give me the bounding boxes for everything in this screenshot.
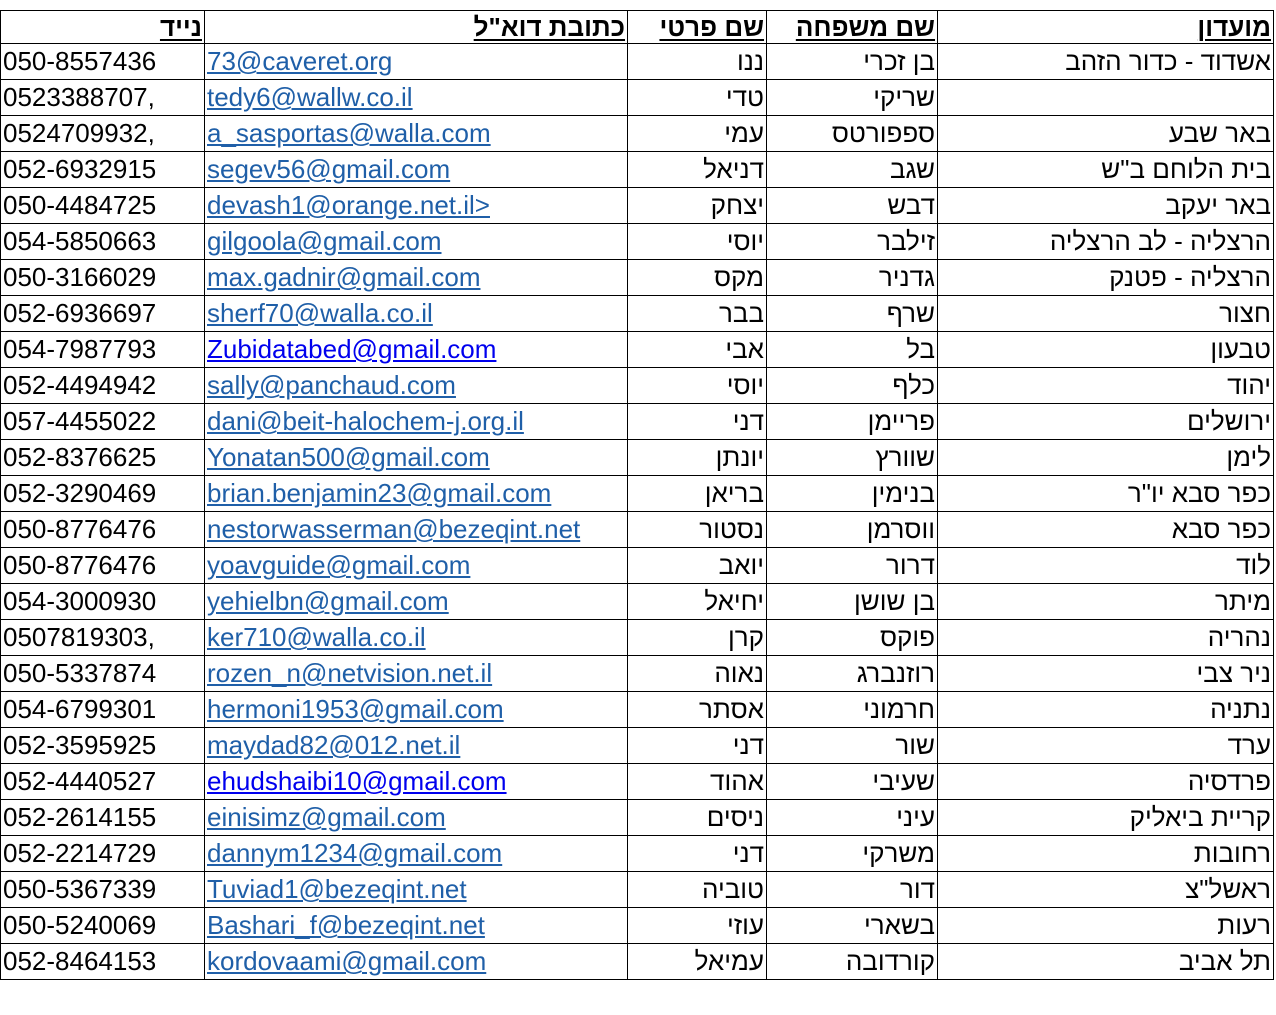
- phone-cell: 054-7987793: [1, 332, 205, 368]
- header-first-name: שם פרטי: [628, 11, 767, 44]
- first-name-cell: יוסי: [628, 368, 767, 404]
- first-name-cell: דני: [628, 728, 767, 764]
- email-cell: [205, 512, 628, 548]
- table-row: [1, 116, 1274, 152]
- first-name-cell: יוסי: [628, 224, 767, 260]
- phone-cell: 050-8557436: [1, 44, 205, 80]
- email-link[interactable]: sherf70@walla.co.il: [207, 298, 433, 328]
- phone-cell: 052-4440527: [1, 764, 205, 800]
- club-cell: ניר צבי: [938, 656, 1274, 692]
- last-name-cell: בשארי: [767, 908, 938, 944]
- email-link[interactable]: sally@panchaud.com: [207, 370, 456, 400]
- first-name-cell: קרן: [628, 620, 767, 656]
- club-cell: הרצליה - לב הרצליה: [938, 224, 1274, 260]
- email-cell: [205, 656, 628, 692]
- phone-cell: 054-5850663: [1, 224, 205, 260]
- last-name-cell: משרקי: [767, 836, 938, 872]
- phone-cell: 0524709932,: [1, 116, 205, 152]
- header-last-name: שם משפחה: [767, 11, 938, 44]
- email-cell: [205, 188, 628, 224]
- email-cell: [205, 224, 628, 260]
- club-cell: חצור: [938, 296, 1274, 332]
- first-name-cell: טדי: [628, 80, 767, 116]
- first-name-cell: דניאל: [628, 152, 767, 188]
- email-link[interactable]: rozen_n@netvision.net.il: [207, 658, 493, 688]
- club-cell: יהוד: [938, 368, 1274, 404]
- first-name-cell: יואב: [628, 548, 767, 584]
- table-row: [1, 872, 1274, 908]
- phone-cell: 050-8776476: [1, 548, 205, 584]
- email-cell: [205, 44, 628, 80]
- first-name-cell: בבר: [628, 296, 767, 332]
- email-cell: [205, 764, 628, 800]
- email-cell: [205, 80, 628, 116]
- club-cell: תל אביב: [938, 944, 1274, 980]
- first-name-cell: דני: [628, 836, 767, 872]
- club-cell: בית הלוחם ב"ש: [938, 152, 1274, 188]
- email-link[interactable]: Zubidatabed@gmail.com: [207, 334, 497, 364]
- header-club: מועדון: [938, 11, 1274, 44]
- club-cell: ירושלים: [938, 404, 1274, 440]
- email-link[interactable]: a_sasportas@walla.com: [207, 118, 491, 148]
- email-cell: [205, 800, 628, 836]
- table-row: [1, 512, 1274, 548]
- email-link[interactable]: maydad82@012.net.il: [207, 730, 461, 760]
- last-name-cell: דרור: [767, 548, 938, 584]
- email-link[interactable]: dani@beit-halochem-j.org.il: [207, 406, 524, 436]
- last-name-cell: שרף: [767, 296, 938, 332]
- email-cell: [205, 692, 628, 728]
- first-name-cell: ננו: [628, 44, 767, 80]
- email-cell: [205, 296, 628, 332]
- email-link[interactable]: brian.benjamin23@gmail.com: [207, 478, 552, 508]
- last-name-cell: ספפורטס: [767, 116, 938, 152]
- last-name-cell: בנימין: [767, 476, 938, 512]
- phone-cell: 052-3595925: [1, 728, 205, 764]
- table-row: [1, 80, 1274, 116]
- table-row: [1, 260, 1274, 296]
- phone-cell: 054-6799301: [1, 692, 205, 728]
- last-name-cell: שריקי: [767, 80, 938, 116]
- first-name-cell: ניסים: [628, 800, 767, 836]
- first-name-cell: יונתן: [628, 440, 767, 476]
- email-cell: [205, 440, 628, 476]
- table-row: [1, 656, 1274, 692]
- club-cell: באר שבע: [938, 116, 1274, 152]
- first-name-cell: נסטור: [628, 512, 767, 548]
- last-name-cell: שור: [767, 728, 938, 764]
- email-link[interactable]: kordovaami@gmail.com: [207, 946, 487, 976]
- last-name-cell: זילבר: [767, 224, 938, 260]
- email-cell: [205, 548, 628, 584]
- phone-cell: 052-3290469: [1, 476, 205, 512]
- club-cell: לימן: [938, 440, 1274, 476]
- table-row: [1, 548, 1274, 584]
- email-link[interactable]: Bashari_f@bezeqint.net: [207, 910, 485, 940]
- club-cell: טבעון: [938, 332, 1274, 368]
- table-row: [1, 620, 1274, 656]
- club-cell: רעות: [938, 908, 1274, 944]
- phone-cell: 052-6932915: [1, 152, 205, 188]
- table-row: [1, 440, 1274, 476]
- club-cell: קריית ביאליק: [938, 800, 1274, 836]
- first-name-cell: בריאן: [628, 476, 767, 512]
- email-cell: [205, 152, 628, 188]
- last-name-cell: כלף: [767, 368, 938, 404]
- last-name-cell: שוורץ: [767, 440, 938, 476]
- email-link[interactable]: tedy6@wallw.co.il: [207, 82, 413, 112]
- first-name-cell: עוזי: [628, 908, 767, 944]
- club-cell: באר יעקב: [938, 188, 1274, 224]
- email-cell: [205, 872, 628, 908]
- first-name-cell: טוביה: [628, 872, 767, 908]
- last-name-cell: גדניר: [767, 260, 938, 296]
- phone-cell: 052-8464153: [1, 944, 205, 980]
- header-email: כתובת דוא"ל: [205, 11, 628, 44]
- table-row: [1, 224, 1274, 260]
- phone-cell: 057-4455022: [1, 404, 205, 440]
- email-cell: [205, 584, 628, 620]
- email-link[interactable]: segev56@gmail.com: [207, 154, 451, 184]
- table-row: [1, 152, 1274, 188]
- email-link[interactable]: ehudshaibi10@gmail.com: [207, 766, 507, 796]
- first-name-cell: עמי: [628, 116, 767, 152]
- phone-cell: 052-2214729: [1, 836, 205, 872]
- email-link[interactable]: yehielbn@gmail.com: [207, 586, 449, 616]
- first-name-cell: יצחק: [628, 188, 767, 224]
- email-link[interactable]: Yonatan500@gmail.com: [207, 442, 490, 472]
- email-cell: [205, 476, 628, 512]
- club-cell: כפר סבא: [938, 512, 1274, 548]
- table-row: [1, 296, 1274, 332]
- club-cell: [938, 80, 1274, 116]
- table-row: [1, 188, 1274, 224]
- header-row: [1, 11, 1274, 44]
- email-cell: [205, 836, 628, 872]
- club-cell: מיתר: [938, 584, 1274, 620]
- last-name-cell: חרמוני: [767, 692, 938, 728]
- last-name-cell: פוקס: [767, 620, 938, 656]
- club-cell: רחובות: [938, 836, 1274, 872]
- contacts-table: [0, 10, 1274, 980]
- email-cell: [205, 260, 628, 296]
- phone-cell: 054-3000930: [1, 584, 205, 620]
- email-link[interactable]: Tuviad1@bezeqint.net: [207, 874, 467, 904]
- club-cell: נתניה: [938, 692, 1274, 728]
- header-phone: נייד: [1, 11, 205, 44]
- phone-cell: 0507819303,: [1, 620, 205, 656]
- first-name-cell: מקס: [628, 260, 767, 296]
- table-row: [1, 404, 1274, 440]
- email-link[interactable]: dannym1234@gmail.com: [207, 838, 503, 868]
- email-cell: [205, 116, 628, 152]
- phone-cell: 050-5240069: [1, 908, 205, 944]
- last-name-cell: שעיבי: [767, 764, 938, 800]
- email-link[interactable]: 73@caveret.org: [207, 46, 393, 76]
- first-name-cell: אהוד: [628, 764, 767, 800]
- email-cell: [205, 332, 628, 368]
- last-name-cell: דור: [767, 872, 938, 908]
- first-name-cell: נאוה: [628, 656, 767, 692]
- first-name-cell: יחיאל: [628, 584, 767, 620]
- phone-cell: 0523388707,: [1, 80, 205, 116]
- table-row: [1, 836, 1274, 872]
- club-cell: נהריה: [938, 620, 1274, 656]
- club-cell: כפר סבא יו"ר: [938, 476, 1274, 512]
- table-row: [1, 44, 1274, 80]
- table-header: [1, 11, 1274, 44]
- email-cell: [205, 368, 628, 404]
- table-row: [1, 944, 1274, 980]
- club-cell: הרצליה - פטנק: [938, 260, 1274, 296]
- club-cell: ראשל"צ: [938, 872, 1274, 908]
- email-link[interactable]: devash1@orange.net.il>: [207, 190, 490, 220]
- table-body: [1, 44, 1274, 980]
- email-cell: [205, 908, 628, 944]
- email-cell: [205, 620, 628, 656]
- table-row: [1, 368, 1274, 404]
- last-name-cell: פריימן: [767, 404, 938, 440]
- table-row: [1, 728, 1274, 764]
- phone-cell: 052-2614155: [1, 800, 205, 836]
- phone-cell: 050-4484725: [1, 188, 205, 224]
- phone-cell: 052-4494942: [1, 368, 205, 404]
- last-name-cell: בן שושן: [767, 584, 938, 620]
- email-link[interactable]: einisimz@gmail.com: [207, 802, 446, 832]
- last-name-cell: בן זכרי: [767, 44, 938, 80]
- email-cell: [205, 944, 628, 980]
- first-name-cell: אסתר: [628, 692, 767, 728]
- club-cell: ערד: [938, 728, 1274, 764]
- email-link[interactable]: ker710@walla.co.il: [207, 622, 426, 652]
- club-cell: פרדסיה: [938, 764, 1274, 800]
- last-name-cell: דבש: [767, 188, 938, 224]
- first-name-cell: אבי: [628, 332, 767, 368]
- phone-cell: 050-5367339: [1, 872, 205, 908]
- phone-cell: 050-3166029: [1, 260, 205, 296]
- table-row: [1, 692, 1274, 728]
- last-name-cell: קורדובה: [767, 944, 938, 980]
- email-link[interactable]: max.gadnir@gmail.com: [207, 262, 481, 292]
- first-name-cell: עמיאל: [628, 944, 767, 980]
- last-name-cell: עיני: [767, 800, 938, 836]
- first-name-cell: דני: [628, 404, 767, 440]
- email-link[interactable]: nestorwasserman@bezeqint.net: [207, 514, 581, 544]
- email-cell: [205, 404, 628, 440]
- table-row: [1, 332, 1274, 368]
- club-cell: אשדוד - כדור הזהב: [938, 44, 1274, 80]
- phone-cell: 050-5337874: [1, 656, 205, 692]
- last-name-cell: שגב: [767, 152, 938, 188]
- email-link[interactable]: hermoni1953@gmail.com: [207, 694, 504, 724]
- last-name-cell: ווסרמן: [767, 512, 938, 548]
- email-link[interactable]: yoavguide@gmail.com: [207, 550, 471, 580]
- last-name-cell: רוזנברג: [767, 656, 938, 692]
- table-row: [1, 584, 1274, 620]
- table-row: [1, 800, 1274, 836]
- phone-cell: 050-8776476: [1, 512, 205, 548]
- email-cell: [205, 728, 628, 764]
- phone-cell: 052-8376625: [1, 440, 205, 476]
- table-row: [1, 476, 1274, 512]
- phone-cell: 052-6936697: [1, 296, 205, 332]
- last-name-cell: בל: [767, 332, 938, 368]
- email-link[interactable]: gilgoola@gmail.com: [207, 226, 442, 256]
- table-row: [1, 764, 1274, 800]
- club-cell: לוד: [938, 548, 1274, 584]
- table-row: [1, 908, 1274, 944]
